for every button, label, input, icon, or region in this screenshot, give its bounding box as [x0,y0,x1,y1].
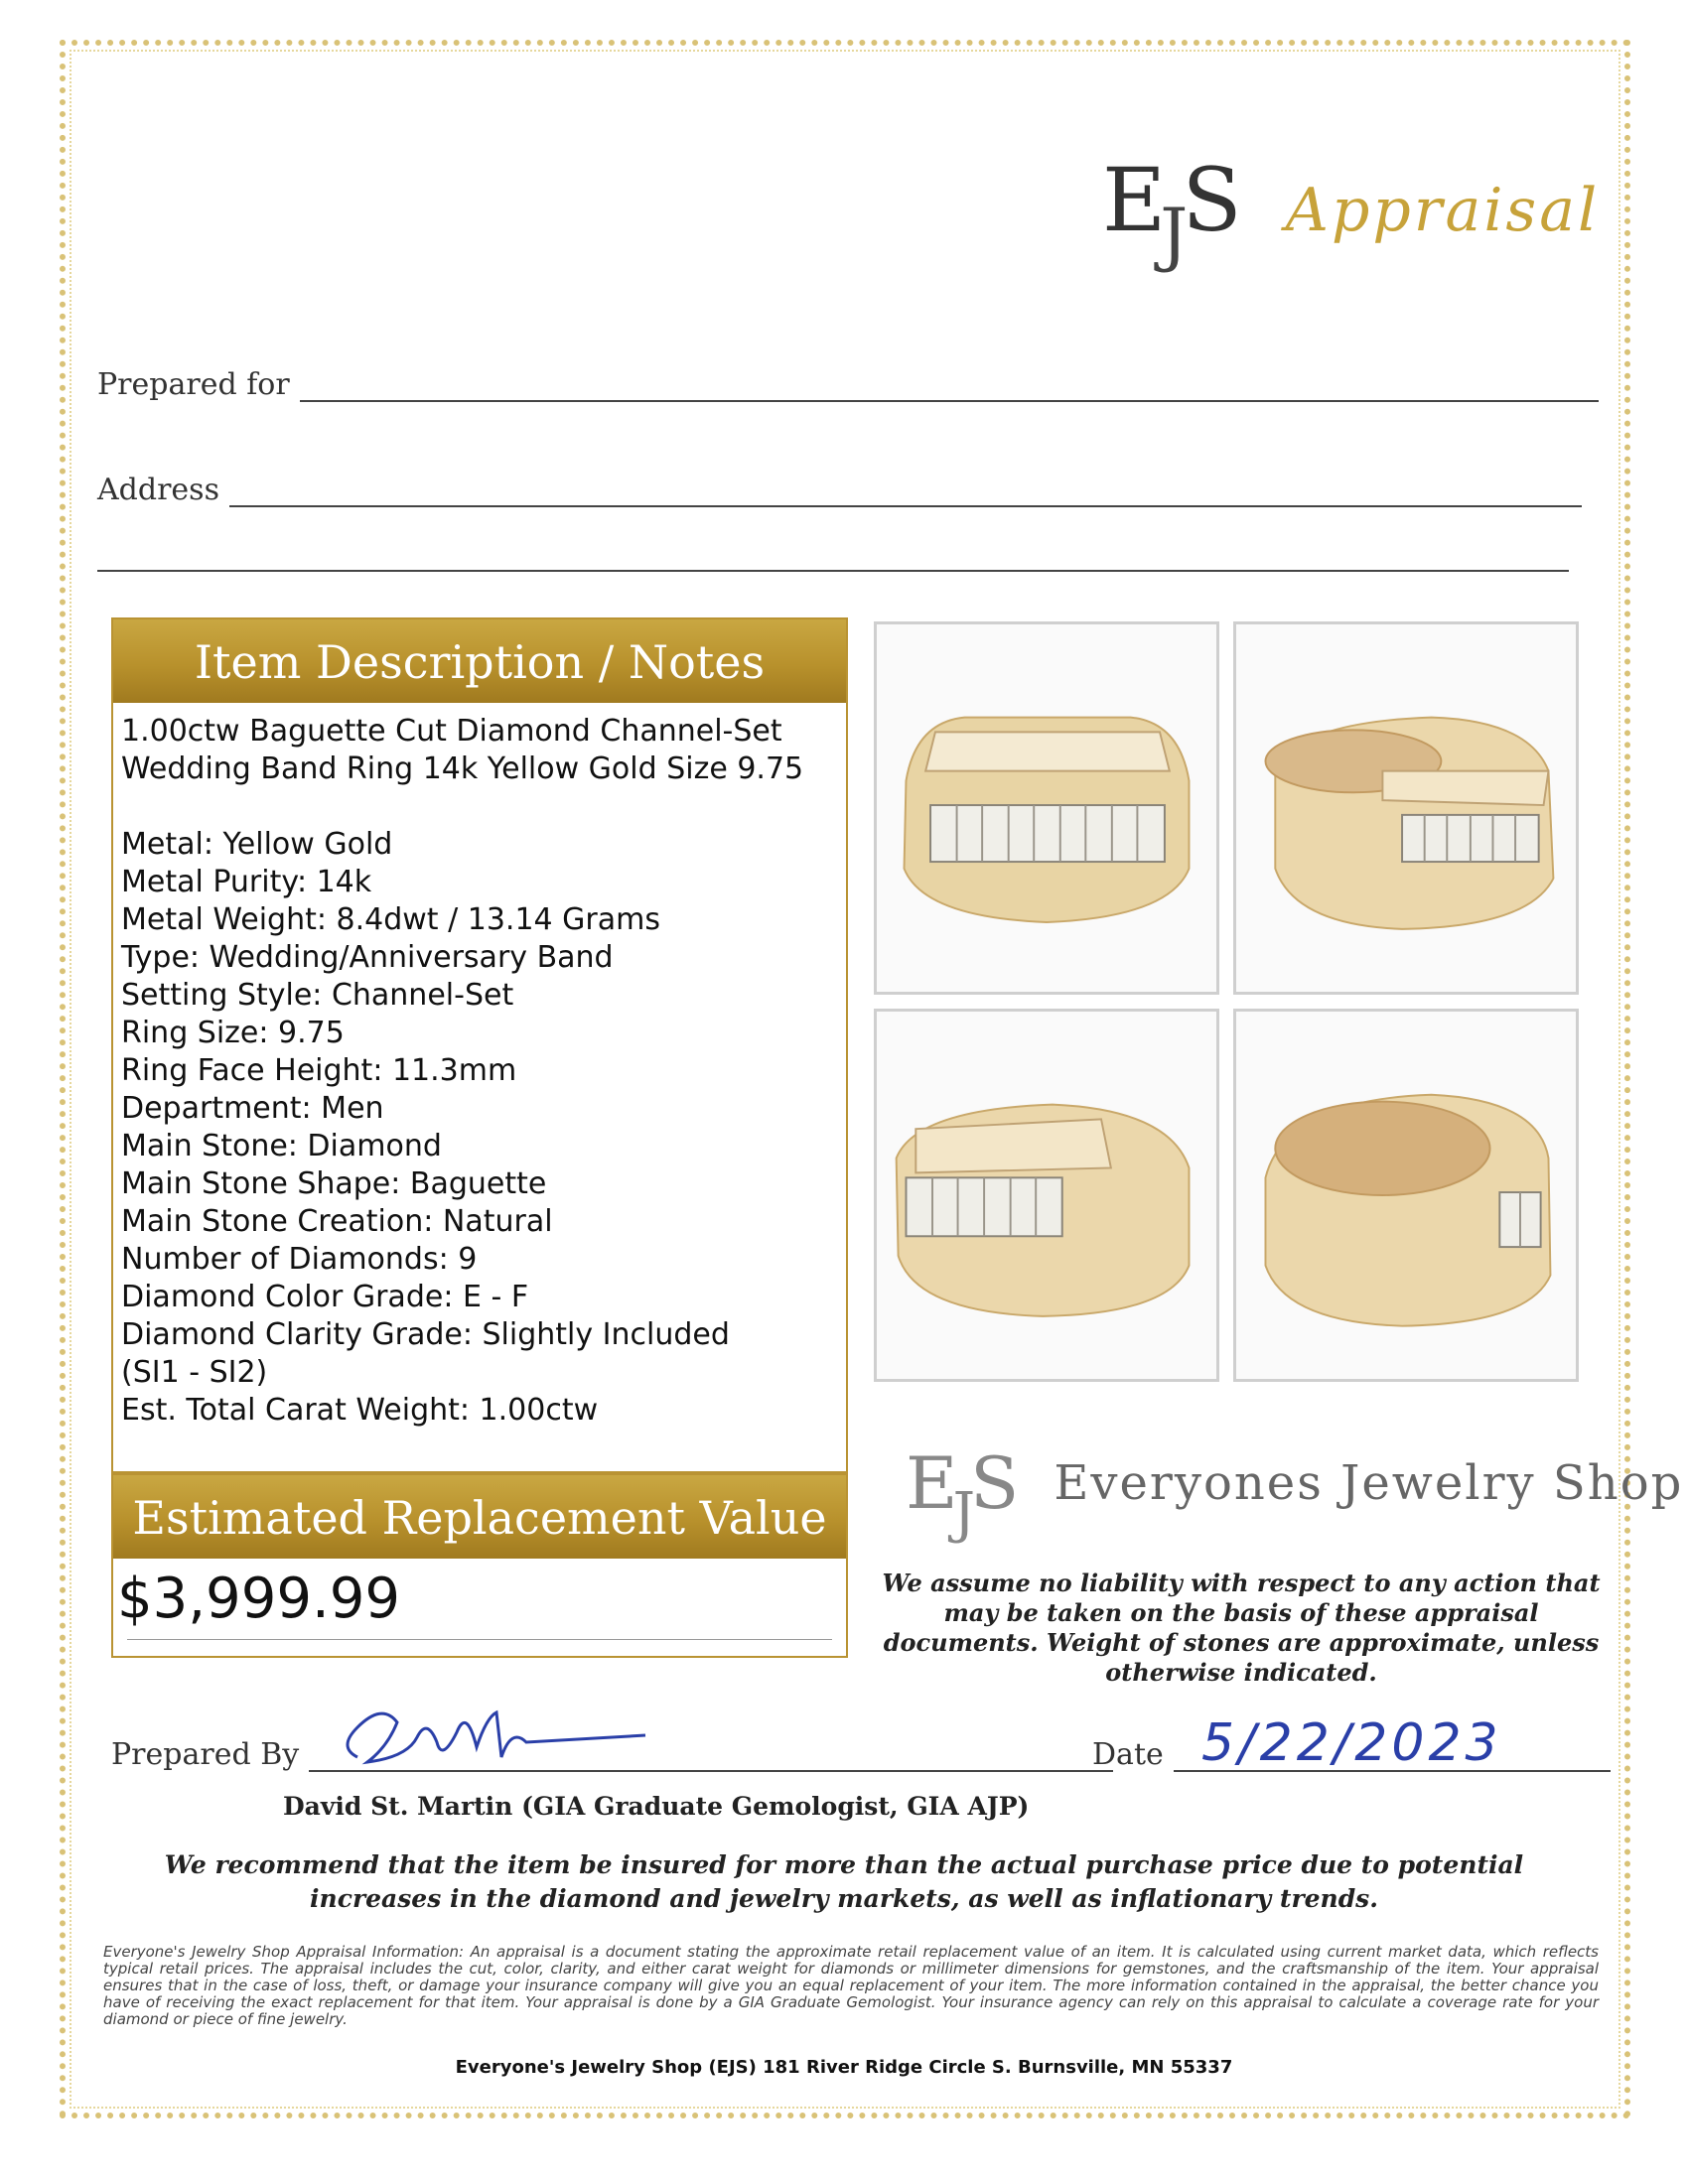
address-line [229,504,1582,507]
item-description-box [111,617,848,1473]
date-label: Date [1092,1737,1164,1772]
spec-number-of-diamonds: Number of Diamonds: 9 [121,1242,478,1277]
spec-clarity-grade: Diamond Clarity Grade: Slightly Included [121,1317,730,1352]
replacement-value-amount: $3,999.99 [117,1567,401,1631]
spec-main-stone: Main Stone: Diamond [121,1129,442,1163]
item-description-header: Item Description / Notes [113,619,846,703]
spec-department: Department: Men [121,1091,384,1126]
address-label: Address [97,473,219,507]
prepared-for-line [300,399,1599,402]
ejs-appraisal-logo [1102,149,1601,275]
spec-clarity-range: (SI1 - SI2) [121,1355,268,1390]
spec-metal-purity: Metal Purity: 14k [121,865,372,899]
appraisal-information: Everyone's Jewelry Shop Appraisal Information: An appraisal is a document stating the approximate retail replacement value of an item. It is calculated using current market data, which reflects typical retail prices. The appraisal includes the cut, color, clarity, and either carat weight for diamonds or millimeter dimensions for gemstones, and the craftsmanship of the item. Your appraisal ensures that in the case of loss, theft, or damage your insurance company will give you an equal replacement of your item. The more information contained in the appraisal, the better chance you have of receiving the exact replacement for that item. Your appraisal is done by a GIA Graduate Gemologist. Your insurance agency can rely on this appraisal to calculate a coverage rate for your diamond or piece of fine jewelry. [103,1943,1599,2028]
spec-main-stone-shape: Main Stone Shape: Baguette [121,1166,547,1201]
address-field [97,473,1582,507]
item-title [121,713,838,788]
ejs-logo: $E_JS$ [1102,149,1236,275]
ring-photo-angle-right [1233,621,1579,995]
shop-ejs-logo: $E_JS$ [906,1441,1015,1546]
spec-ring-face-height: Ring Face Height: 11.3mm [121,1053,517,1088]
spec-total-carat-weight: Est. Total Carat Weight: 1.00ctw [121,1393,599,1428]
spec-main-stone-creation: Main Stone Creation: Natural [121,1204,553,1239]
spec-color-grade: Diamond Color Grade: E - F [121,1280,529,1314]
ring-photo-side [1233,1009,1579,1382]
value-underline [127,1639,832,1640]
item-title-line: 1.00ctw Baguette Cut Diamond Channel-Set [121,714,782,749]
shop-address-footer: Everyone's Jewelry Shop (EJS) 181 River Ridge Circle S. Burnsville, MN 55337 [455,2057,1233,2078]
prepared-for-field [97,367,1599,402]
item-description-text [113,703,846,1430]
appraisal-title: Appraisal [1285,176,1601,245]
spec-ring-size: Ring Size: 9.75 [121,1016,345,1050]
shop-logo [906,1441,1684,1546]
insurance-recommendation: We recommend that the item be insured for more than the actual purchase price due to potential increases in the diamond and jewelry markets, as well as inflationary trends. [164,1850,1524,1913]
replacement-value-box [111,1473,848,1658]
ring-photo-angle-left [874,1009,1219,1382]
prepared-for-label: Prepared for [97,367,290,402]
shop-name: Everyones Jewelry Shop [1054,1455,1684,1511]
spec-metal: Metal: Yellow Gold [121,827,393,862]
spec-setting-style: Setting Style: Channel-Set [121,978,514,1013]
date-value: 5/22/2023 [1201,1713,1502,1773]
item-title-line: Wedding Band Ring 14k Yellow Gold Size 9.75 [121,751,804,786]
spec-type: Type: Wedding/Anniversary Band [121,940,614,975]
gemologist-name: David St. Martin (GIA Graduate Gemologist, GIA AJP) [283,1792,1030,1821]
prepared-by-label: Prepared By [111,1737,300,1772]
signature [328,1688,665,1787]
ring-photo-front [874,621,1219,995]
replacement-value-header: Estimated Replacement Value [113,1475,846,1559]
spec-metal-weight: Metal Weight: 8.4dwt / 13.14 Grams [121,902,660,937]
address-line-2 [97,570,1569,572]
liability-disclaimer: We assume no liability with respect to any action that may be taken on the basis of these appraisal documents. Weight of stones are approximate, unless otherwise indicated. [882,1569,1601,1687]
